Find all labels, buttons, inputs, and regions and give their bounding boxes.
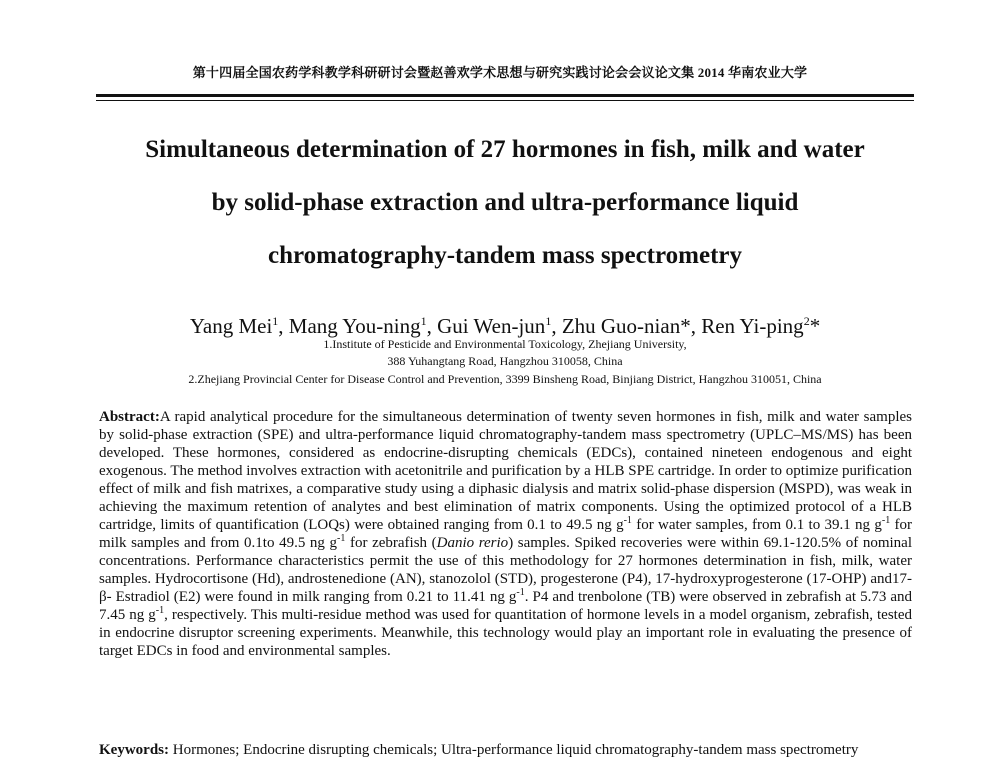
abstract-text: A rapid analytical procedure for the simultaneous determination of twenty seven hormones in fish, milk and water samples by solid-phase extraction (SPE) and ultra-performance liquid chromatography-tandem mass spectrometry (UPLC–MS/MS) has been developed. These hormones, considered as endocrine-disrupting chemicals (EDCs), contained nineteen endogenous and eight exogenous. The method involves extraction with acetonitrile and purification by a HLB SPE cartridge. In order to optimize purification effect of milk and fish matrixes, a comparative study using a diphasic dialysis and matrix solid-phase dispersion (MSPD), was weak in achieving the maximum retention of analytes and best elimination of matrix components. Using the optimized protocol of a HLB cartridge, limits of quantification (LOQs) were obtained ranging from 0.1 to 49.5 ng g	[99, 409, 912, 533]
author: Ren Yi-ping	[701, 314, 804, 338]
superscript: -1	[337, 533, 346, 544]
header-rule-thick	[96, 94, 914, 97]
affiliation-1-line-2: 388 Yuhangtang Road, Hangzhou 310058, China	[387, 354, 623, 368]
affiliation-mark: 1	[545, 314, 552, 328]
superscript: -1	[516, 587, 525, 598]
title-line-2: by solid-phase extraction and ultra-performance liquid	[211, 189, 799, 216]
affiliation-mark: 1	[420, 314, 427, 328]
title-line-1: Simultaneous determination of 27 hormones in fish, milk and water	[145, 136, 865, 163]
author-separator: ,	[278, 314, 289, 338]
author: Mang You-ning	[288, 314, 421, 338]
superscript: -1	[881, 515, 891, 526]
species-name: Danio rerio	[436, 535, 509, 551]
header-rule-thin	[96, 100, 914, 101]
abstract-text: for water samples, from 0.1 to 39.1 ng g	[631, 517, 882, 533]
author-separator: ,	[690, 314, 702, 338]
keywords-label: Keywords:	[99, 742, 169, 758]
author: Yang Mei	[189, 314, 273, 338]
affiliation-1-line-1: 1.Institute of Pesticide and Environmental Toxicology, Zhejiang University,	[323, 337, 687, 351]
superscript: -1	[623, 515, 632, 526]
abstract-text: for milk samples and from 0.1to 49.5 ng g	[99, 517, 912, 551]
author-separator: ,	[426, 314, 438, 338]
corresponding-mark: *	[809, 314, 821, 338]
superscript: -1	[155, 605, 165, 616]
keywords-text: Hormones; Endocrine disrupting chemicals; Ultra-performance liquid chromatography-tandem mass spectrometry	[172, 742, 859, 758]
affiliation-2: 2.Zhejiang Provincial Center for Disease Control and Prevention, 3399 Binsheng Road, Binjiang District, Hangzhou 310051, China	[188, 372, 822, 386]
abstract	[99, 408, 912, 660]
author: Zhu Guo-nian*	[561, 314, 691, 338]
paper-title	[100, 123, 910, 282]
abstract-text: , respectively. This multi-residue method was used for quantitation of hormone levels in a model organism, zebrafish, tested in endocrine disruptor screening experiments. Meanwhile, this technology would play an important role in evaluating the presence of target EDCs in food and environmental samples.	[99, 607, 912, 659]
abstract-text: ) samples. Spiked recoveries were within 69.1-120.5% of nominal concentrations. Performance characteristics permit the use of this methodology for 27 hormones determination in fish, milk, water samples. Hydrocortisone (Hd), androstenedione (AN), stanozolol (STD), progesterone (P4), 17-hydroxyprogesterone (17-OHP) and17-β- Estradiol (E2) were found in milk ranging from 0.21 to 11.41 ng g	[99, 535, 912, 605]
proceedings-header: 第十四届全国农药学科教学科研研讨会暨赵善欢学术思想与研究实践讨论会会议论文集 2014 华南农业大学	[192, 65, 808, 80]
affiliation-mark: 2	[803, 314, 810, 328]
title-line-3: chromatography-tandem mass spectrometry	[268, 242, 742, 269]
author: Gui Wen-jun	[437, 314, 546, 338]
abstract-label: Abstract:	[99, 409, 160, 425]
affiliation-mark: 1	[272, 314, 279, 328]
author-separator: ,	[551, 314, 562, 338]
author-list	[100, 306, 910, 341]
keywords	[99, 741, 912, 759]
abstract-text: for zebrafish (	[345, 535, 437, 551]
abstract-text: . P4 and trenbolone (TB) were observed in zebrafish at 5.73 and 7.45 ng g	[99, 589, 912, 623]
